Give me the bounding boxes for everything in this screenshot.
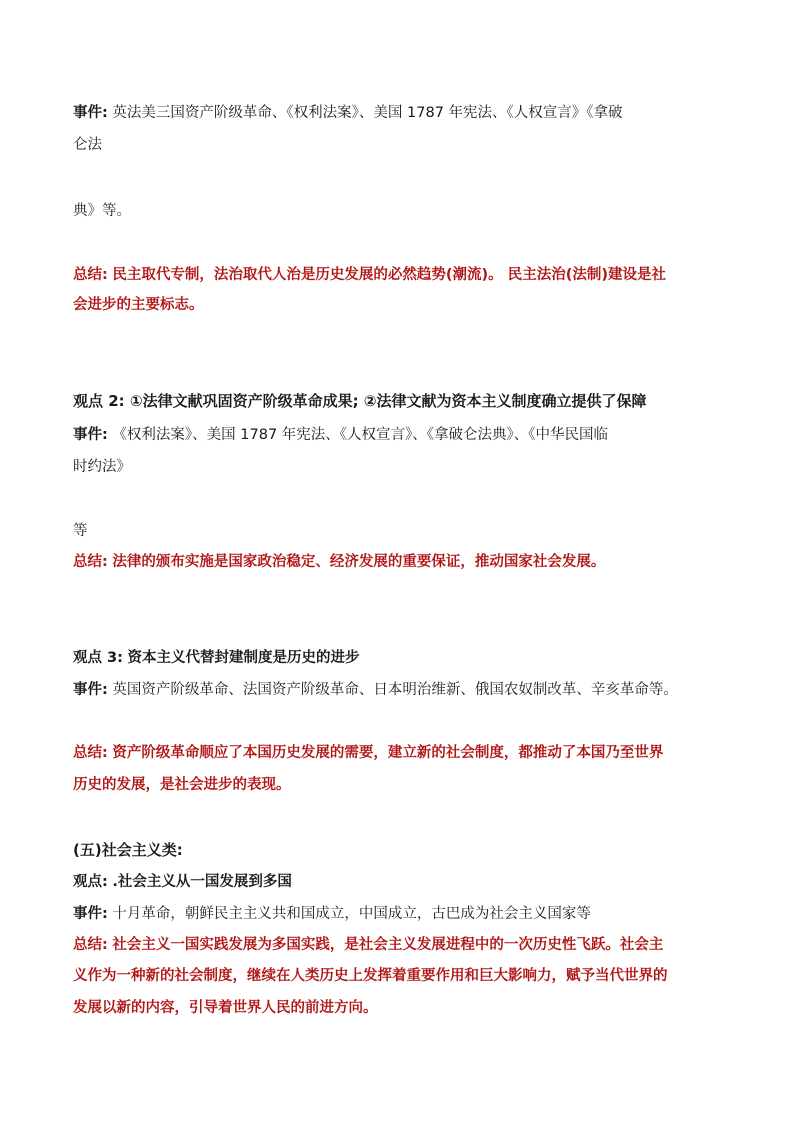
event-line-2: 仑法	[73, 137, 102, 153]
summary-text: 资产阶级革命顺应了本国历史发展的需要，建立新的社会制度，都推动了本国乃至世界	[112, 745, 664, 761]
viewpoint-3-heading	[73, 648, 360, 668]
event-line-1	[73, 425, 608, 445]
event-label: 事件:	[73, 427, 108, 443]
event-text: 英国资产阶级革命、法国资产阶级革命、日本明治维新、俄国农奴制改革、辛亥革命等。	[112, 682, 678, 698]
summary-text: 社会主义一国实践发展为多国实践，是社会主义发展进程中的一次历史性飞跃。社会主	[112, 937, 664, 953]
summary-label: 总结:	[73, 267, 108, 283]
event-label: 事件:	[73, 105, 108, 121]
event-line-2: 时约法》	[73, 459, 131, 475]
viewpoint-label: 观点:	[73, 874, 108, 890]
summary-label: 总结:	[73, 554, 108, 570]
event-line-1	[73, 103, 623, 123]
event-text: 《权利法案》、美国 1787 年宪法、《人权宣言》、《拿破仑法典》、《中华民国临	[112, 427, 609, 443]
event-text: 英法美三国资产阶级革命、《权利法案》、美国 1787 年宪法、《人权宣言》《拿破	[112, 105, 623, 121]
summary-line-1	[73, 935, 663, 955]
summary-line-2: 义作为一种新的社会制度，继续在人类历史上发挥着重要作用和巨大影响力，赋予当代世界的	[73, 968, 668, 984]
viewpoint-heading	[73, 872, 292, 892]
event-label: 事件:	[73, 906, 108, 922]
section-heading: (五)社会主义类:	[73, 841, 183, 859]
event-line-3: 等	[73, 523, 88, 539]
summary-label: 总结:	[73, 745, 108, 761]
summary-line-2: 历史的发展，是社会进步的表现。	[73, 777, 291, 793]
viewpoint-text: .社会主义从一国发展到多国	[112, 874, 292, 890]
event-line-1	[73, 680, 678, 700]
summary-label: 总结:	[73, 937, 108, 953]
summary-line-1	[73, 743, 663, 763]
viewpoint-text: 资本主义代替封建制度是历史的进步	[127, 650, 360, 666]
summary-text: 民主取代专制，法治取代人治是历史发展的必然趋势(潮流)。 民主法治(法制)建设是社	[112, 267, 666, 283]
summary-line-1	[73, 552, 605, 572]
viewpoint-label: 观点 3:	[73, 650, 123, 666]
summary-line-3: 发展以新的内容，引导着世界人民的前进方向。	[73, 1000, 378, 1016]
event-label: 事件:	[73, 682, 108, 698]
summary-text: 法律的颁布实施是国家政治稳定、经济发展的重要保证，推动国家社会发展。	[112, 554, 606, 570]
event-line-1	[73, 904, 591, 924]
event-text: 十月革命，朝鲜民主主义共和国成立，中国成立，古巴成为社会主义国家等	[112, 906, 591, 922]
summary-line-2: 会进步的主要标志。	[73, 297, 204, 313]
viewpoint-2-heading: 观点 2: ①法律文献巩固资产阶级革命成果; ②法律文献为资本主义制度确立提供了保障	[73, 392, 647, 410]
summary-line-1	[73, 265, 666, 285]
event-line-3: 典》等。	[73, 203, 131, 219]
